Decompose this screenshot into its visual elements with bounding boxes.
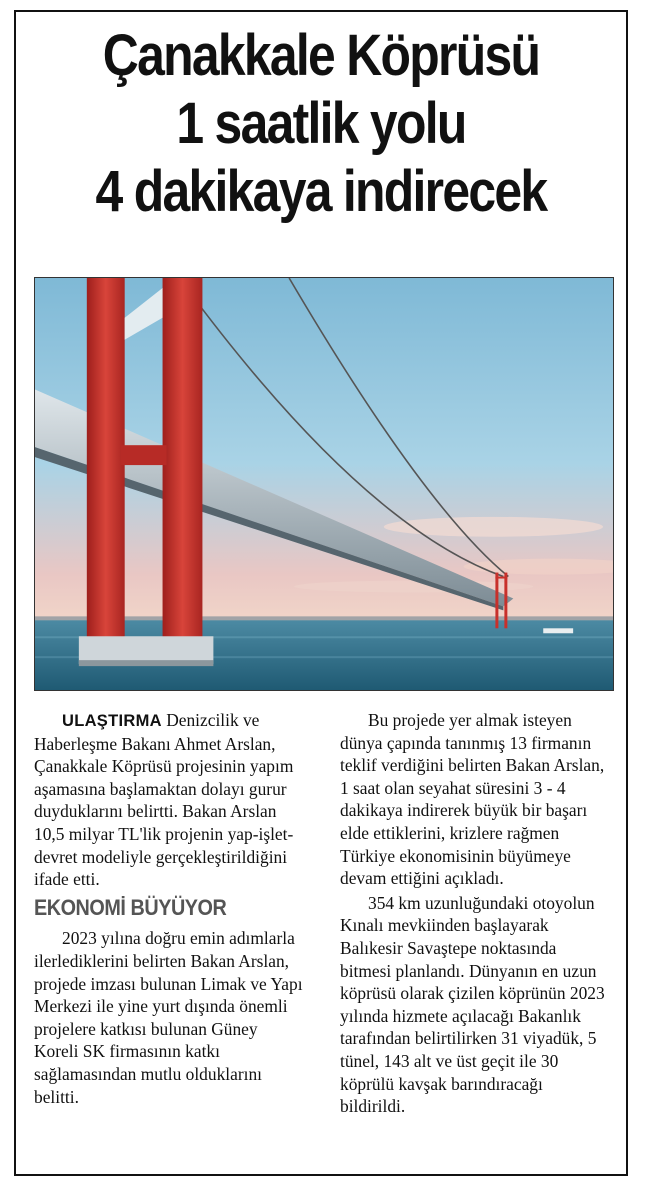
article-column-right — [340, 709, 610, 1118]
headline — [59, 22, 584, 226]
article-column-left — [34, 709, 304, 1108]
subheading: EKONOMİ BÜYÜYOR — [34, 894, 227, 920]
headline-line-1: Çanakkale Köprüsü — [102, 23, 540, 88]
headline-line-2: 1 saatlik yolu — [176, 91, 466, 156]
article-frame — [14, 10, 628, 1176]
kicker: ULAŞTIRMA — [62, 712, 162, 730]
bridge-illustration — [35, 278, 613, 690]
article-paragraph-2: 2023 yılına doğru emin adımlarla ilerlediklerini belirten Bakan Arslan, projede imzası bulunan Limak ve Yapı Merkezi ile yine yurt dışında önemli projelere katkısı bulunan Güney Koreli SK firmasının katkı sağlamasından mutlu olduklarını belitti. — [34, 928, 303, 1107]
article-paragraph-3: Bu projede yer almak isteyen dünya çapında tanınmış 13 firmanın teklif verdiğini belirten Bakan Arslan, 1 saat olan seyahat süresini 3 - 4 dakikaya indirerek büyük bir başarı elde ettiklerini, krizlere rağmen Türkiye ekonomisinin büyümeye devam ettiğini açıkladı. — [340, 710, 605, 889]
paragraph-1-text: Denizcilik ve Haberleşme Bakanı Ahmet Arslan, Çanakkale Köprüsü projesinin yapım aşamasına başlamaktan dolayı gurur duyduklarını belirtti. Bakan Arslan 10,5 milyar TL'lik projenin yap-işlet-devret modeliyle gerçekleştirildiğini ifade etti. — [34, 710, 294, 890]
article-paragraph-1 — [34, 709, 304, 891]
article-paragraph-4: 354 km uzunluğundaki otoyolun Kınalı mevkiinden başlayarak Balıkesir Savaştepe noktasında bitmesi planlandı. Dünyanın en uzun köprüsü olarak çizilen köprünün 2023 yılında hizmete açılacağı Bakanlık tarafından belirtilirken 31 viyadük, 5 tünel, 143 alt ve üst geçit ile 30 köprülü kavşak barındıracağı bildirildi. — [340, 892, 605, 1117]
bridge-photo — [34, 277, 614, 691]
headline-line-3: 4 dakikaya indirecek — [95, 159, 547, 224]
